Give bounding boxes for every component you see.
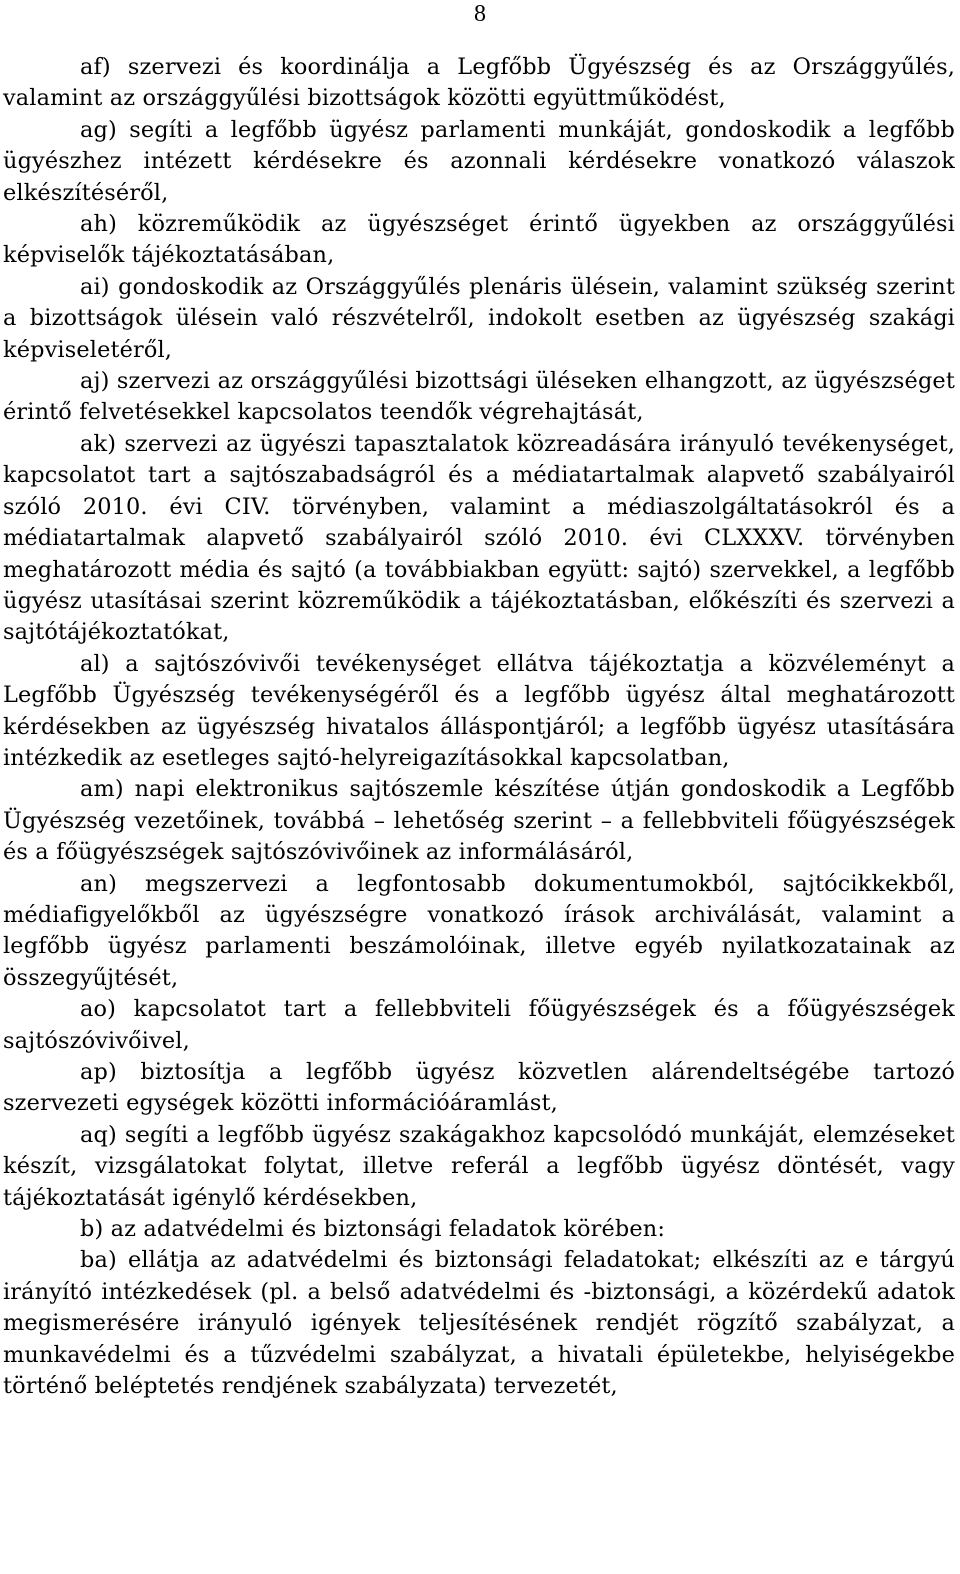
document-body (3, 52, 955, 1402)
paragraph-b: b) az adatvédelmi és biztonsági feladatok körében: (80, 1216, 666, 1243)
paragraph-aj: aj) szervezi az országgyűlési bizottsági üléseken elhangzott, az ügyészséget érintő felvetésekkel kapcsolatos teendők végrehajtását, (3, 368, 955, 426)
paragraph-an: an) megszervezi a legfontosabb dokumentumokból, sajtócikkekből, médiafigyelőkből az ügyészségre vonatkozó írások archiválását, valamint a legfőbb ügyész parlamenti beszámolóinak, illetve egyéb nyilatkozatainak az összegyűjtését, (3, 870, 955, 991)
paragraph-am: am) napi elektronikus sajtószemle készítése útján gondoskodik a Legfőbb Ügyészség vezetőinek, továbbá – lehetőség szerint – a fellebbviteli főügyészségek és a főügyészségek sajtószóvivőinek az informálásáról, (3, 776, 955, 866)
paragraph-ag: ag) segíti a legfőbb ügyész parlamenti munkáját, gondoskodik a legfőbb ügyészhez intézett kérdésekre és azonnali kérdésekre vonatkozó válaszok elkészítéséről, (3, 116, 955, 206)
page-number: 8 (474, 1, 486, 27)
paragraph-ah: ah) közreműködik az ügyészséget érintő ügyekben az országgyűlési képviselők tájékoztatásában, (3, 211, 955, 269)
paragraph-aq: aq) segíti a legfőbb ügyész szakágakhoz kapcsolódó munkáját, elemzéseket készít, vizsgálatokat folytat, illetve referál a legfőbb ügyész döntését, vagy tájékoztatását igénylő kérdésekben, (3, 1121, 955, 1211)
paragraph-af: af) szervezi és koordinálja a Legfőbb Ügyészség és az Országgyűlés, valamint az országgyűlési bizottságok közötti együttműködést, (3, 54, 955, 112)
paragraph-ao: ao) kapcsolatot tart a fellebbviteli főügyészségek és a főügyészségek sajtószóvivőivel, (3, 996, 955, 1054)
paragraph-ba: ba) ellátja az adatvédelmi és biztonsági feladatokat; elkészíti az e tárgyú irányító intézkedések (pl. a belső adatvédelmi és -biztonsági, a közérdekű adatok megismerésére irányuló igények teljesítésének rendjét rögzítő szabályzat, a munkavédelmi és a tűzvédelmi szabályzat, a hivatali épületekbe, helyiségekbe történő beléptetés rendjének szabályzata) tervezetét, (3, 1247, 955, 1400)
paragraph-ai: ai) gondoskodik az Országgyűlés plenáris ülésein, valamint szükség szerint a bizottságok ülésein való részvételről, indokolt esetben az ügyészség szakági képviseletéről, (3, 273, 955, 363)
paragraph-ap: ap) biztosítja a legfőbb ügyész közvetlen alárendeltségébe tartozó szervezeti egységek közötti információáramlást, (3, 1059, 955, 1117)
paragraph-ak: ak) szervezi az ügyészi tapasztalatok közreadására irányuló tevékenységet, kapcsolatot tart a sajtószabadságról és a médiatartalmak alapvető szabályairól szóló 2010. évi CIV. törvényben, valamint a médiaszolgáltatásokról és a médiatartalmak alapvető szabályairól szóló 2010. évi CLXXXV. törvényben meghatározott média és sajtó (a továbbiakban együtt: sajtó) szervekkel, a legfőbb ügyész utasításai szerint közreműködik a tájékoztatásban, előkészíti és szervezi a sajtótájékoztatókat, (3, 430, 955, 646)
paragraph-al: al) a sajtószóvivői tevékenységet ellátva tájékoztatja a közvéleményt a Legfőbb Ügyészség tevékenységéről és a legfőbb ügyész által meghatározott kérdésekben az ügyészség hivatalos álláspontjáról; a legfőbb ügyész utasítására intézkedik az esetleges sajtó-helyreigazításokkal kapcsolatban, (3, 650, 955, 771)
